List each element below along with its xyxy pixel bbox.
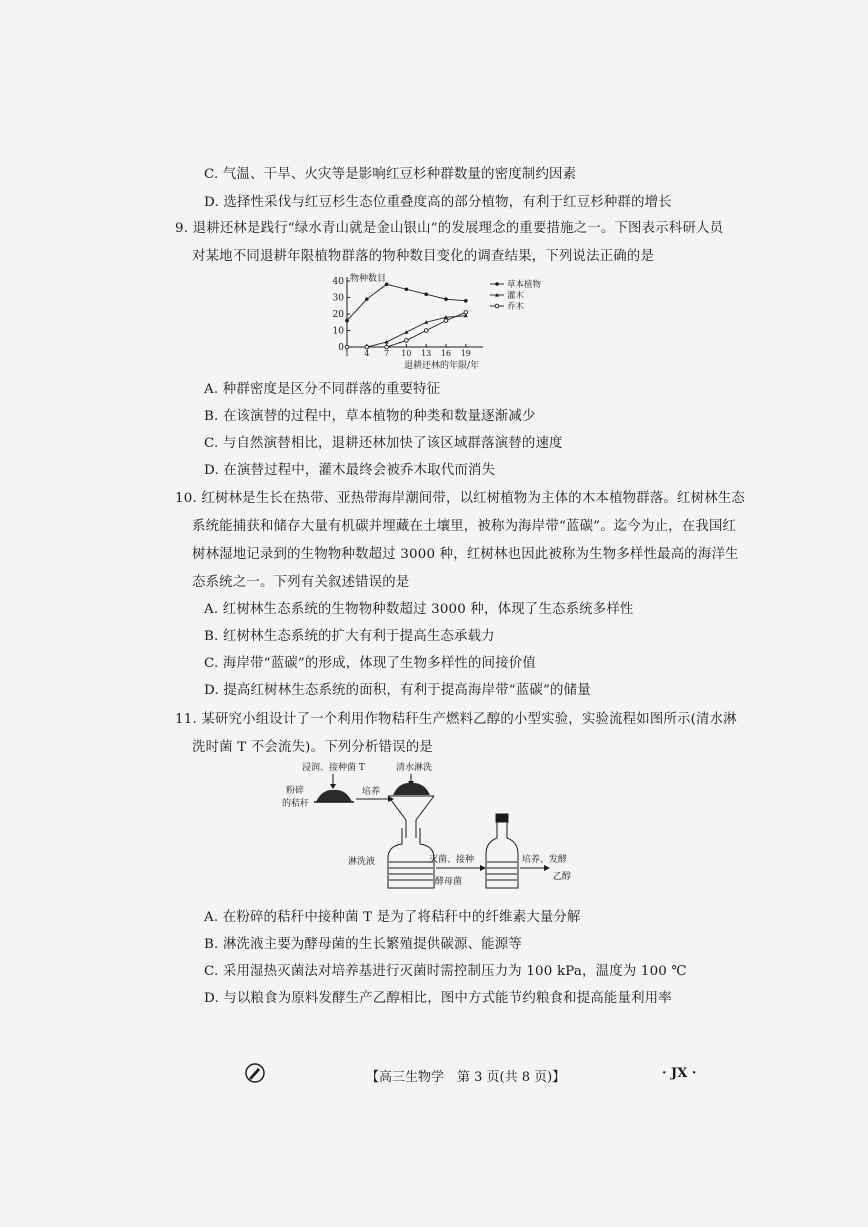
chart-point [424,329,428,333]
chart-x-tick-label: 13 [421,349,432,358]
q9-line-chart [332,268,542,372]
q10-stem-line3: 树林湿地记录到的生物物种数超过 3000 种，红树林也因此被称为生物多样性最高的海洋生 [192,547,739,562]
chart-y-tick-label: 0 [338,343,344,353]
chart-point [345,345,349,349]
chart-y-tick-label: 10 [332,326,344,337]
diagram-label-straw-2: 的秸秆 [282,799,310,809]
chart-point [365,297,369,301]
chart-x-tick-label: 1 [344,349,350,358]
chart-series-2 [345,311,467,349]
chart-x-tick-label: 16 [440,349,452,358]
q9-option-a: A. 种群密度是区分不同群落的重要特征 [204,382,441,397]
diagram-label-wet-inoculate: 浸润、接种菌 T [302,763,365,773]
diagram-label-ferment: 培养、发酵 [522,855,568,865]
chart-legend [490,279,542,312]
chart-point [424,292,428,296]
chart-point [495,282,499,286]
diagram-label-straw-1: 粉碎 [286,786,305,796]
chart-series-layer [345,283,468,349]
chart-point [405,287,409,291]
chart-point [495,304,499,308]
diagram-label-rinse: 清水淋洗 [396,763,433,773]
chart-y-tick-label: 30 [332,293,344,304]
q9-stem-line1: 9. 退耕还林是践行“绿水青山就是金山银山”的发展理念的重要措施之一。下图表示科研人员 [175,221,724,236]
q11-process-diagram [278,758,598,898]
diagram-arrow-sterilize [436,865,486,871]
chart-point [444,297,448,301]
q10-stem-line2: 系统能捕获和储存大量有机碳并埋藏在土壤里，被称为海岸带“蓝碳”。迄今为止，在我国红 [192,519,737,534]
chart-legend-label: 草本植物 [507,280,542,290]
diagram-funnel [388,796,434,838]
q10-option-b: B. 红树林生态系统的扩大有利于提高生态承载力 [204,629,495,644]
prev-option-d: D. 选择性采伐与红豆杉生态位重叠度高的部分植物，有利于红豆杉种群的增长 [204,195,672,210]
chart-x-tick-label: 4 [364,349,370,358]
q11-option-b: B. 淋洗液主要为酵母菌的生长繁殖提供碳源、能源等 [204,937,522,952]
q10-stem-line1: 10. 红树林是生长在热带、亚热带海岸潮间带，以红树植物为主体的木本植物群落。红树林生态 [175,491,745,506]
chart-point [444,319,448,323]
chart-point [464,311,468,315]
q10-option-d: D. 提高红树林生态系统的面积，有利于提高海岸带“蓝碳”的储量 [204,683,591,698]
q10-option-a: A. 红树林生态系统的生物物种数超过 3000 种，体现了生态系统多样性 [204,602,634,617]
diagram-arrow-ferment [520,865,550,871]
q10-stem-line4: 态系统之一。下列有关叙述错误的是 [192,575,410,590]
footer-page-label: 【高三生物学 第 3 页(共 8 页)】 [366,1070,566,1085]
chart-legend-label: 乔木 [507,302,525,312]
chart-x-tick-label: 7 [384,349,390,358]
q11-stem-line2: 洗时菌 T 不会流失)。下列分析错误的是 [192,740,433,755]
chart-point [405,339,409,343]
chart-y-tick-label: 20 [332,310,344,320]
diagram-straw-pile-rinsed [393,783,430,795]
q9-option-d: D. 在演替过程中，灌木最终会被乔木取代而消失 [204,463,496,478]
diagram-leachate-bottle [388,828,434,888]
prev-option-c: C. 气温、干旱、火灾等是影响红豆杉种群数量的密度制约因素 [204,167,577,182]
q9-option-b: B. 在该演替的过程中，草本植物的种类和数量逐渐减少 [204,409,536,424]
q9-stem-line2: 对某地不同退耕年限植物群落的物种数目变化的调查结果，下列说法正确的是 [192,249,655,264]
footer-code: · JX · [662,1066,697,1081]
q11-option-a: A. 在粉碎的秸秆中接种菌 T 是为了将秸秆中的纤维素大量分解 [204,910,581,925]
chart-x-tick-label: 19 [460,349,471,358]
chart-point [464,299,468,303]
q11-option-d: D. 与以粮食为原料发酵生产乙醇相比，图中方式能节约粮食和提高能量利用率 [204,991,672,1006]
diagram-fermentation-bottle [486,814,518,888]
chart-series-0 [345,283,467,323]
diagram-straw-pile [314,790,354,802]
q10-option-c: C. 海岸带“蓝碳”的形成，体现了生物多样性的间接价值 [204,656,536,671]
chart-x-axis-label: 退耕还林的年限/年 [404,361,480,371]
chart-legend-label: 灌木 [507,291,525,301]
q11-stem-line1: 11. 某研究小组设计了一个利用作物秸秆生产燃料乙醇的小型实验，实验流程如图所示(清水淋 [175,712,737,727]
chart-point [385,345,389,349]
diagram-arrow-wet [330,774,336,789]
diagram-label-ethanol: 乙醇 [553,872,572,882]
diagram-label-sterilize-1: 灭菌、接种 [429,855,475,865]
chart-y-tick-label: 40 [332,277,344,287]
diagram-label-leachate: 淋洗液 [348,857,376,867]
chart-point [345,319,349,323]
q11-option-c: C. 采用湿热灭菌法对培养基进行灭菌时需控制压力为 100 kPa，温度为 100 ℃ [204,964,687,979]
chart-y-axis-label: 物种数目 [350,274,387,284]
diagram-label-culture: 培养 [362,787,381,797]
pencil-icon [244,1062,266,1084]
q9-option-c: C. 与自然演替相比，退耕还林加快了该区域群落演替的速度 [204,436,563,451]
diagram-label-sterilize-2: 酵母菌 [435,877,463,887]
chart-point [365,345,369,349]
chart-x-tick-label: 10 [401,349,412,358]
